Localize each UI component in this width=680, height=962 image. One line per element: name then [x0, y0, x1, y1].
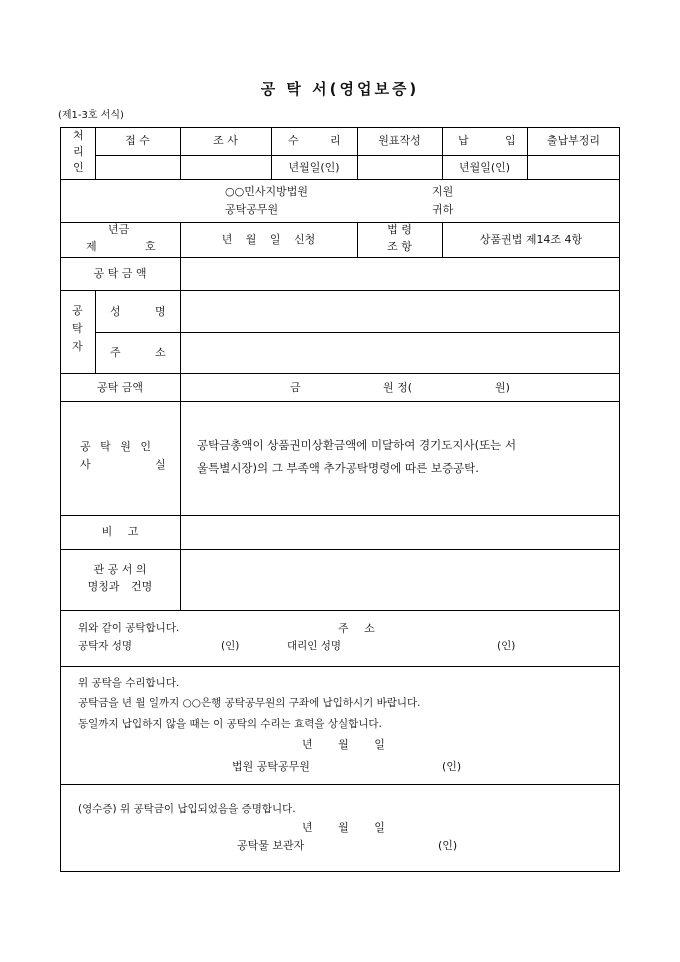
acceptance-seal: (인): [442, 760, 462, 773]
statement-line-1: 위와 같이 공탁합니다.: [78, 622, 180, 634]
acceptance-line-1: 위 공탁을 수리합니다.: [78, 677, 180, 689]
statement-depositor-name: 공탁자 성명: [78, 640, 133, 652]
deposit-officer: 공탁공무원: [225, 203, 279, 216]
statement-address: 주 소: [338, 622, 375, 635]
receipt-keeper: 공탁물 보관자: [237, 839, 305, 852]
office-label-1: 관 공 서 의: [93, 563, 147, 576]
address-label-2: 소: [155, 346, 166, 359]
honorific: 귀하: [432, 203, 454, 216]
statement-agent-name: 대리인 성명: [287, 640, 342, 652]
court-branch: 지원: [432, 185, 454, 198]
case-number-prefix: 제: [86, 240, 97, 253]
acceptance-date: 년 월 일: [302, 738, 385, 751]
page-title: 공 탁 서(영업보증): [260, 80, 420, 98]
cause-text-2: 울특별시장)의 그 부족액 추가공탁명령에 따른 보증공탁.: [197, 461, 479, 475]
date-seal-accept: 년월일(인): [288, 161, 340, 174]
header-ledger-write: 원표작성: [378, 134, 421, 147]
header-investigation: 조 사: [213, 134, 238, 147]
amount-row-label: 공탁 금액: [96, 381, 143, 394]
law-provision: 상품권법 제14조 4항: [479, 233, 583, 246]
processing-label-1: 처: [73, 129, 84, 142]
header-payment-2: 입: [505, 134, 516, 147]
acceptance-officer: 법원 공탁공무원: [232, 760, 310, 773]
header-payment-1: 납: [458, 134, 469, 147]
date-seal-payment: 년월일(인): [458, 161, 511, 174]
header-receipt: 접 수: [125, 134, 150, 147]
law-label-1: 법 령: [387, 223, 412, 236]
deposit-amount-label: 공 탁 금 액: [93, 267, 147, 280]
amount-money: 금: [290, 381, 301, 394]
depositor-label-3: 자: [72, 340, 83, 353]
receipt-line-1: (영수증) 위 공탁금이 납입되었음을 증명합니다.: [78, 803, 296, 815]
acceptance-line-3: 동일까지 납입하지 않을 때는 이 공탁의 수리는 효력을 상실합니다.: [78, 718, 382, 730]
processing-label-2: 리: [73, 145, 84, 158]
court-name: ○○민사지방법원: [225, 185, 308, 198]
cause-label-2b: 실: [155, 458, 166, 471]
address-label-1: 주: [110, 346, 121, 359]
case-number-suffix: 호: [145, 240, 156, 253]
office-label-2: 명칭과 건명: [87, 580, 153, 593]
request-date: 년 월 일 신청: [221, 233, 316, 246]
header-accept-2: 리: [330, 134, 341, 147]
receipt-date: 년 월 일: [302, 821, 385, 834]
depositor-label-2: 탁: [72, 322, 83, 335]
acceptance-line-2: 공탁금을 년 월 일까지 ○○은행 공탁공무원의 구좌에 납입하시기 바랍니다.: [78, 697, 421, 709]
law-label-2: 조 항: [387, 240, 412, 253]
cause-label-1: 공 탁 원 인: [80, 440, 151, 453]
header-accept-1: 수: [288, 134, 299, 147]
amount-won-open: 원 정(: [383, 381, 413, 394]
amount-won-close: 원): [495, 381, 510, 394]
depositor-label-1: 공: [72, 304, 83, 317]
cause-label-2a: 사: [80, 458, 91, 471]
case-year: 년금: [108, 223, 130, 236]
statement-seal-1: (인): [221, 640, 240, 652]
name-label-2: 명: [155, 305, 166, 318]
header-cashbook: 출납부정리: [546, 134, 601, 147]
name-label-1: 성: [110, 305, 121, 318]
remarks-label: 비 고: [101, 525, 139, 538]
cause-text-1: 공탁금총액이 상품권미상환금액에 미달하여 경기도지사(또는 서: [197, 438, 517, 452]
receipt-seal: (인): [438, 839, 458, 852]
form-number: (제1-3호 서식): [58, 110, 124, 121]
statement-seal-2: (인): [497, 640, 516, 652]
processing-label-3: 인: [73, 161, 84, 174]
